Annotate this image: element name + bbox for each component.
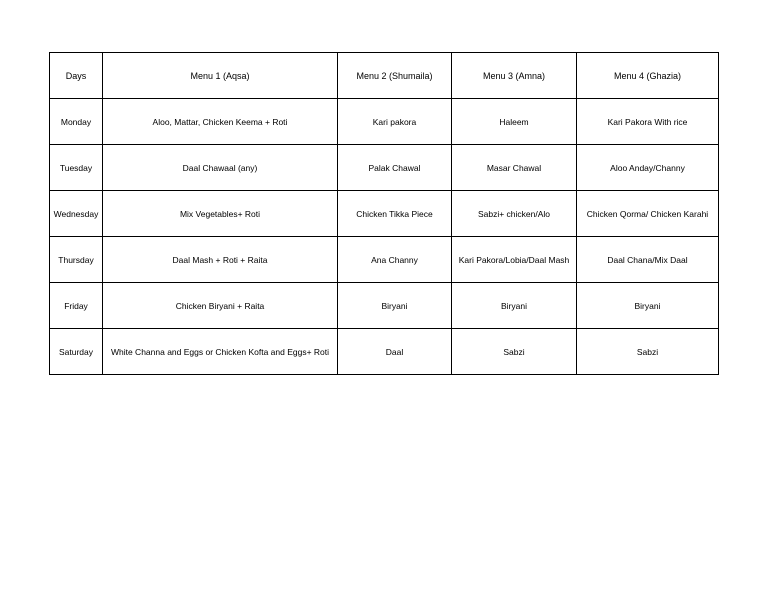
table-row	[50, 99, 719, 145]
weekly-menu-table	[49, 52, 719, 375]
table-row	[50, 191, 719, 237]
menu-cell: Chicken Tikka Piece	[338, 191, 452, 237]
menu-cell: Daal	[338, 329, 452, 375]
menu-cell: Daal Chawaal (any)	[103, 145, 338, 191]
table-row	[50, 145, 719, 191]
menu-cell: Biryani	[577, 283, 719, 329]
menu-cell: Kari Pakora With rice	[577, 99, 719, 145]
header-menu-1: Menu 1 (Aqsa)	[103, 53, 338, 99]
menu-cell: Mix Vegetables+ Roti	[103, 191, 338, 237]
menu-cell: Aloo Anday/Channy	[577, 145, 719, 191]
menu-cell: Chicken Qorma/ Chicken Karahi	[577, 191, 719, 237]
table-row	[50, 237, 719, 283]
day-cell: Thursday	[50, 237, 103, 283]
table-header-row	[50, 53, 719, 99]
menu-cell: Kari Pakora/Lobia/Daal Mash	[452, 237, 577, 283]
menu-cell: Masar Chawal	[452, 145, 577, 191]
day-cell: Tuesday	[50, 145, 103, 191]
header-menu-3: Menu 3 (Amna)	[452, 53, 577, 99]
menu-cell: Aloo, Mattar, Chicken Keema + Roti	[103, 99, 338, 145]
day-cell: Saturday	[50, 329, 103, 375]
menu-cell: Daal Mash + Roti + Raita	[103, 237, 338, 283]
table-row	[50, 329, 719, 375]
menu-cell: Chicken Biryani + Raita	[103, 283, 338, 329]
day-cell: Monday	[50, 99, 103, 145]
menu-cell: Haleem	[452, 99, 577, 145]
menu-cell: Sabzi	[577, 329, 719, 375]
menu-cell: White Channa and Eggs or Chicken Kofta and Eggs+ Roti	[103, 329, 338, 375]
menu-cell: Biryani	[452, 283, 577, 329]
menu-cell: Kari pakora	[338, 99, 452, 145]
day-cell: Wednesday	[50, 191, 103, 237]
header-menu-4: Menu 4 (Ghazia)	[577, 53, 719, 99]
menu-cell: Daal Chana/Mix Daal	[577, 237, 719, 283]
menu-cell: Ana Channy	[338, 237, 452, 283]
menu-cell: Biryani	[338, 283, 452, 329]
menu-cell: Sabzi	[452, 329, 577, 375]
day-cell: Friday	[50, 283, 103, 329]
menu-cell: Palak Chawal	[338, 145, 452, 191]
menu-cell: Sabzi+ chicken/Alo	[452, 191, 577, 237]
header-days: Days	[50, 53, 103, 99]
table-row	[50, 283, 719, 329]
header-menu-2: Menu 2 (Shumaila)	[338, 53, 452, 99]
